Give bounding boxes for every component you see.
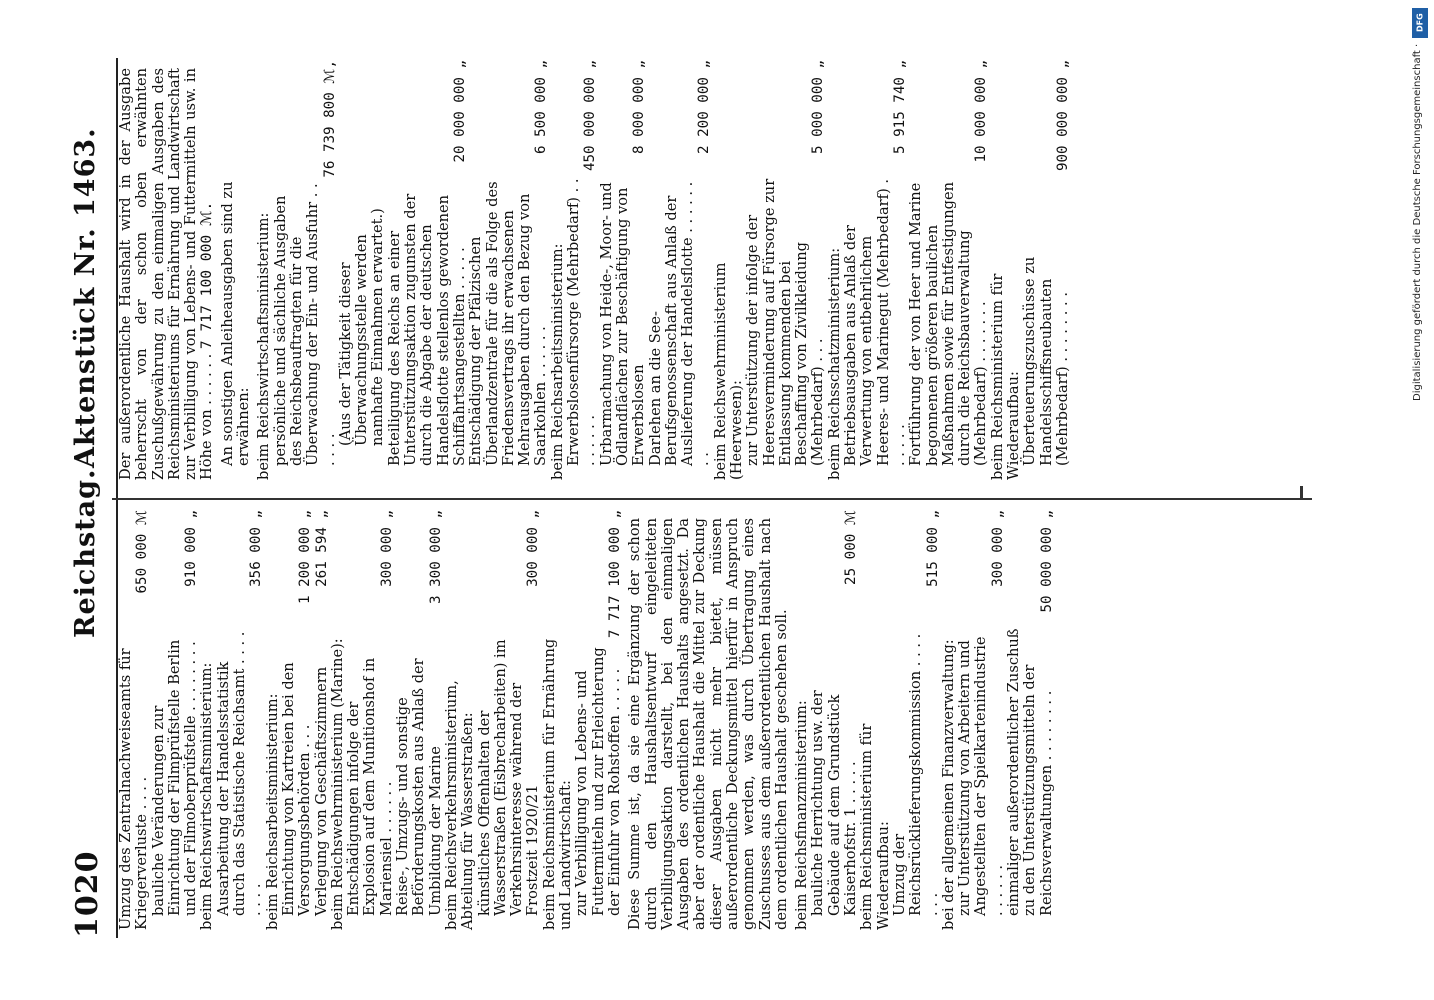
ledger-row	[395, 510, 444, 930]
ledger-row-text: Urbarmachung von Heide-, Moor- und Ödlandflächen zur Beschäftigung von Erwerbslosen	[597, 182, 648, 466]
ledger-row	[151, 510, 200, 930]
header-left-title: Reichstag.	[70, 468, 101, 638]
ledger-row	[444, 510, 477, 930]
ledger-row-amount: 650 000 ℳ	[134, 510, 151, 594]
ledger-row-amount: 50 000 000 „	[1038, 510, 1055, 613]
ledger-row-amount: 5 000 000 „	[810, 60, 827, 154]
ledger-row-amount: 900 000 000 „	[1054, 60, 1071, 172]
ledger-row-amount: 6 500 000 „	[533, 60, 550, 154]
ledger-row	[941, 510, 957, 930]
right-column	[118, 60, 1071, 480]
ledger-row	[574, 510, 623, 930]
ledger-row-amount: 300 000 „	[378, 510, 395, 587]
ledger-row-amount: 8 000 000 „	[631, 60, 648, 154]
ledger-row-text: Verlegung von Geschäftszimmern	[312, 666, 330, 916]
ledger-row-text: beim Reichswehrministerium (Heerwesen):	[711, 262, 745, 480]
ledger-row-text: Umzug der Reichsrücklieferungskommission . . . . . . .	[890, 633, 941, 916]
ledger-row	[648, 60, 713, 480]
column-divider-tick	[1300, 486, 1303, 500]
ledger-row-text: Entschädigungen infolge der Explosion auf dem Munitionshof in Mariensiel . . . . . .	[345, 657, 395, 916]
ledger-row-text: Ausarbeitung der Handelsstatistik durch das Statistische Reichsamt . . . . . . . .	[214, 631, 265, 916]
ledger-row	[346, 510, 395, 930]
ledger-row	[843, 60, 908, 480]
ledger-row-text: zur Unterstützung von Arbeitern und Angestellten der Spielkartenindustrie . . . . . .	[956, 636, 1006, 916]
digitization-credit: Digitalisierung gefördert durch die Deutsche Forschungsgemeinschaft ·	[1412, 44, 1423, 402]
ledger-row-amount: 300 000 „	[989, 510, 1006, 587]
ledger-row-text: bauliche Veränderungen zur Einrichtung der Filmprüfstelle Berlin und der Filmoberprüfstelle . . . . . . . .	[149, 639, 200, 916]
ledger-row-text: Einrichtung von Kartreien bei den Versorgungsbehörden . . .	[279, 662, 314, 916]
ledger-row	[273, 60, 338, 480]
ledger-row-text: einmaliger außerordentlicher Zuschuß zu den Unterstützungsmitteln der Reichsverwaltungen . . . . . . . .	[1005, 628, 1055, 916]
ledger-row-amount: 910 000 „	[183, 510, 200, 587]
ledger-row-amount: 76 739 800 ℳ,	[321, 60, 338, 178]
ledger-row-amount: 7 717 100 000 „	[606, 510, 623, 639]
ledger-row-text: Beteiligung des Reichs an einer Unterstützungsaktion zugunsten der durch die Abgabe der deutschen Handelsflotte stellenlos gewordenen Schiffahrtsangestellten . . . . .	[385, 193, 468, 466]
ledger-row	[599, 60, 648, 480]
ledger-row	[256, 60, 272, 480]
ledger-row	[810, 510, 859, 930]
ledger-row	[827, 60, 843, 480]
ledger-row-text: beim Reichsministerium für Wiederaufbau:	[988, 273, 1023, 480]
ledger-row-text: beim Reichsverkehrsministerium, Abteilung für Wasserstraßen:	[442, 680, 477, 930]
ledger-row-text: (Aus der Tätigkeit dieser Überwachungsstelle werden namhafte Einnahmen erwartet.)	[336, 208, 387, 446]
left-paragraph: Diese Summe ist, da sie eine Ergänzung der schon durch den Haushaltsentwurf eingeleiteten Verbilligungsaktion darstellt, bei den einmaligen Ausgaben des ordentlichen Haushalts angesetzt. Da aber der ordentliche Haushalt die Mittel zur Deckung dieser Ausgaben nicht mehr bietet, müssen außerordentliche Deckungsmittel hierfür in Anspruch genommen werden, was durch Übertragung eines Zuschusses aus dem außerordentlichen Haushalt nach dem ordentlichen Haushalt geschehen soll.	[626, 518, 790, 930]
ledger-row	[118, 510, 151, 930]
ledger-row-text: Entschädigung der Pfälzischen Überlandzentrale für die als Folge des Friedensvertrags ihr erwachsenen Mehrausgaben durch den Bezug von Saarkohlen . . . . . .	[467, 181, 550, 466]
ledger-row-text: Erwerbslosenfürsorge (Mehrbedarf) . . . . . . . .	[565, 178, 599, 466]
header-right-title: Aktenstück Nr. 1463.	[70, 127, 101, 468]
ledger-row-amount: 25 000 ℳ	[843, 510, 860, 585]
ledger-row	[265, 510, 281, 930]
ledger-row-amount: 3 300 000 „	[427, 510, 444, 604]
ledger-row	[330, 510, 346, 930]
ledger-row	[892, 510, 941, 930]
right-intro2: An sonstigen Anleiheausgaben sind zu erwähnen:	[218, 181, 253, 466]
ledger-row	[542, 510, 575, 930]
ledger-row	[477, 510, 542, 930]
ledger-row	[314, 510, 330, 930]
right-intro-amount: 7 717 100 000 ℳ.	[198, 201, 216, 350]
ledger-row-amount: 450 000 000 „	[582, 60, 599, 172]
ledger-row-text: Darlehen an die See-Berufsgenossenschaft aus Anlaß der Auslieferung der Handelsflotte . . . . . . . .	[646, 181, 713, 466]
ledger-row-amount: 261 594 „	[313, 510, 330, 587]
ledger-row-text: zur Unterstützung der infolge der Heeresverminderung auf Fürsorge zur Entlassung kommenden bei Beschaffung von Zivilkleidung (Mehrbedarf) . . .	[744, 178, 827, 466]
ledger-row-amount: 5 915 740 „	[891, 60, 908, 154]
ledger-row-text: beim Reichsfinanzministerium:	[793, 700, 811, 930]
page-number: 1020	[70, 850, 105, 938]
ledger-row-text: beim Reichsministerium für Ernährung und Landwirtschaft:	[540, 638, 575, 930]
ledger-row-text: bauliche Herrichtung usw. der Gebäude auf dem Grundstück Kaiserhofstr. 1 . . . . .	[809, 690, 860, 916]
ledger-row	[216, 510, 265, 930]
ledger-row	[550, 60, 566, 480]
right-intro-text: Der außerordentliche Haushalt wird in der Ausgabe beherrscht von der schon oben erwähnten Zuschußgewährung zu den einmaligen Ausgaben des Reichsministeriums für Ernährung und Landwirtschaft zur Verbilligung von Lebens- und Futtermitteln usw. in Höhe von . . . . . .	[117, 68, 216, 480]
right-intro	[118, 60, 216, 480]
dfg-logo-badge: DFG	[1412, 8, 1428, 38]
ledger-row-text: beim Reichswirtschaftsministerium:	[198, 662, 216, 930]
ledger-row-text: Überteuerungszuschüsse zu Handelsschiffsneubauten (Mehrbedarf) . . . . . . . .	[1021, 256, 1071, 466]
ledger-row-text: persönliche und sächliche Ausgaben des Reichsbeauftragten für die Überwachung der Ein- und Ausfuhr . . . . . .	[271, 183, 338, 466]
ledger-row	[1006, 510, 1055, 930]
ledger-row-text: beim Reichsministerium für Wiederaufbau:	[858, 723, 892, 930]
ledger-row	[794, 510, 810, 930]
page-header	[64, 58, 118, 938]
ledger-row-text: zur Verbilligung von Lebens- und Futtermitteln und zur Erleichterung der Einfuhr von Rohstoffen . . . . .	[573, 647, 623, 916]
ledger-row	[713, 60, 746, 480]
ledger-row-amount: 300 000 „	[525, 510, 542, 587]
ledger-row	[387, 60, 468, 480]
digitization-sidebar	[1412, 8, 1428, 988]
ledger-row-amount: 2 200 000 „	[696, 60, 713, 154]
ledger-row-text: beim Reichsarbeitsministerium:	[263, 693, 281, 930]
ledger-row	[566, 60, 599, 480]
ledger-row	[281, 510, 314, 930]
ledger-row-text: künstliches Offenhalten der Wasserstraßen (Eisbrecharbeiten) im Verkehrsinteresse während der Frostzeit 1920/21	[475, 639, 542, 916]
ledger-row-text: Fortführung der von Heer und Marine begonnenen größeren baulichen Maßnahmen sowie für Entfestigungen durch die Reichsbauverwaltung (Mehrbedarf) . . . . . . .	[907, 181, 990, 466]
ledger-row-text: Reise-, Umzugs- und sonstige Beförderungskosten aus Anlaß der Umbildung der Marine	[394, 658, 444, 916]
ledger-row-text: beim Reichsschatzministerium:	[825, 247, 843, 480]
ledger-row-text: Betriebsausgaben aus Anlaß der Verwertung von entbehrlichem Heeres- und Marinegut (Mehrbedarf) . . . . . .	[842, 178, 908, 466]
column-divider	[112, 498, 1312, 500]
ledger-row	[990, 60, 1023, 480]
ledger-row	[1022, 60, 1071, 480]
ledger-row	[468, 60, 549, 480]
ledger-row-amount: 1 200 000 „	[297, 510, 314, 604]
ledger-row-amount: 515 000 „	[924, 510, 941, 587]
ledger-row-text: bei der allgemeinen Finanzverwaltung:	[939, 639, 957, 930]
ledger-row-amount: 20 000 000 „	[451, 60, 468, 163]
ledger-row-text: beim Reichswirtschaftsministerium:	[255, 212, 273, 480]
ledger-row	[745, 60, 826, 480]
ledger-row	[908, 60, 989, 480]
ledger-row-amount: 10 000 000 „	[973, 60, 990, 163]
ledger-row	[859, 510, 892, 930]
ledger-row	[338, 60, 387, 480]
ledger-row-text: beim Reichswehrministerium (Marine):	[328, 638, 346, 930]
left-column	[118, 510, 1055, 930]
ledger-row-amount: 356 000 „	[248, 510, 265, 587]
ledger-row	[199, 510, 215, 930]
ledger-row-text: Umzug des Zentralnachweiseamts für Kriegerverluste . . . .	[117, 648, 151, 930]
ledger-row	[957, 510, 1006, 930]
ledger-row-text: beim Reichsarbeitsministerium:	[548, 243, 566, 480]
